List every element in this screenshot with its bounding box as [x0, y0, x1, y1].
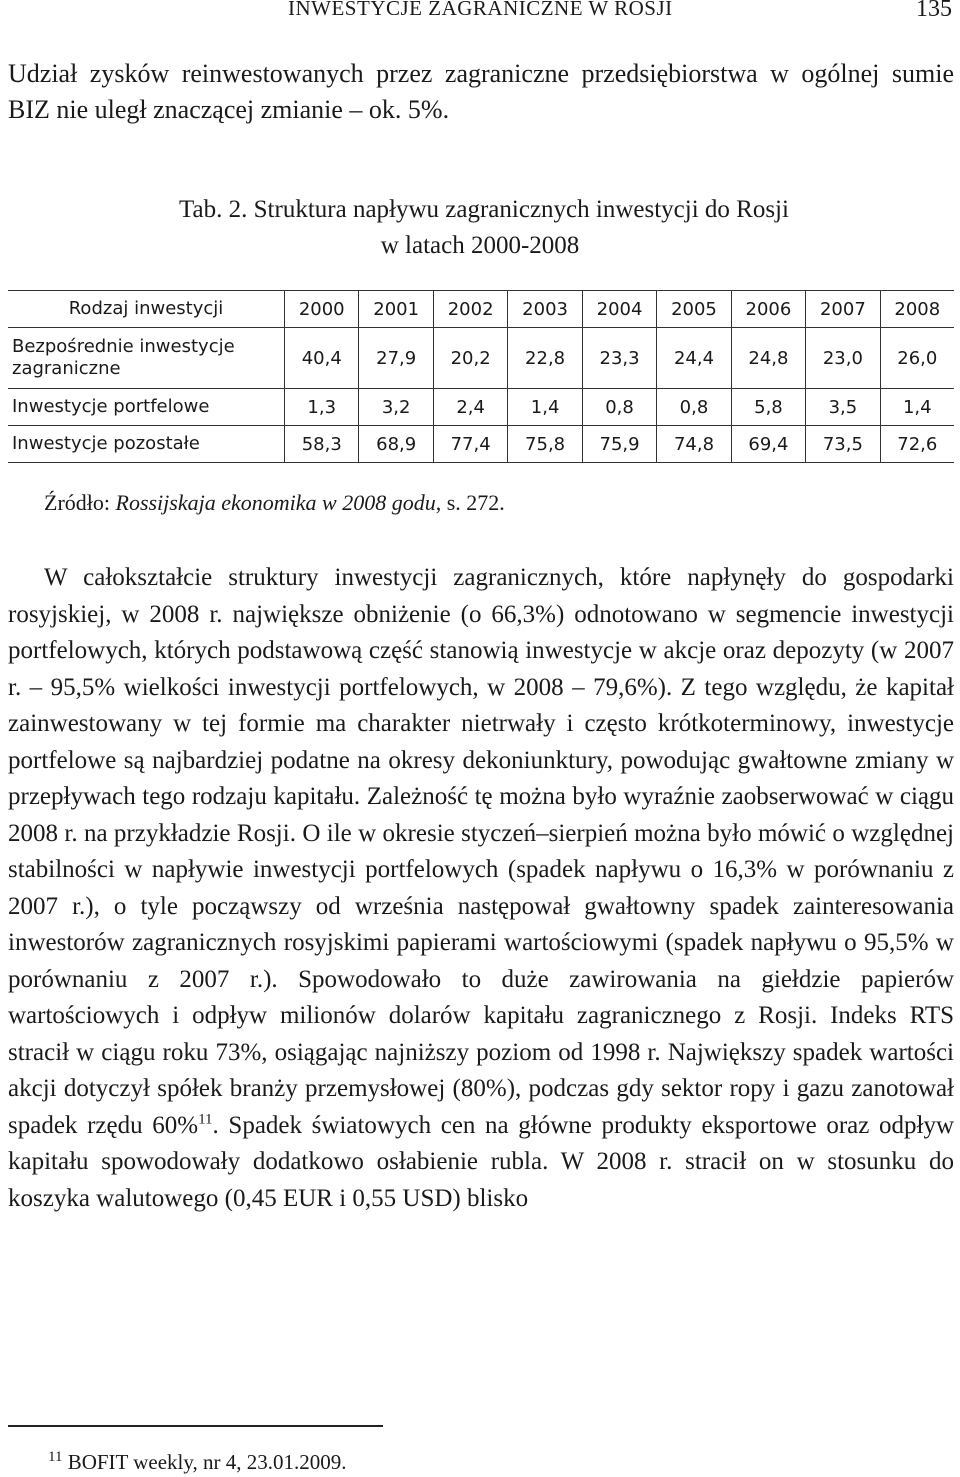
table-cell: 26,0	[880, 328, 954, 389]
header-year: 2000	[285, 291, 359, 328]
header-year: 2002	[433, 291, 507, 328]
source-suffix: , s. 272.	[435, 490, 505, 515]
table-header-row	[8, 291, 954, 328]
header-year: 2003	[508, 291, 582, 328]
table-cell: 0,8	[657, 389, 731, 426]
table-cell: 24,8	[731, 328, 805, 389]
running-header-title: INWESTYCJE ZAGRANICZNE W ROSJI	[288, 0, 673, 20]
investment-structure-table	[8, 290, 954, 463]
table-row	[8, 389, 954, 426]
row-label: Bezpośrednie inwestycje zagraniczne	[8, 328, 285, 389]
header-year: 2005	[657, 291, 731, 328]
running-header	[0, 0, 960, 30]
table-cell: 58,3	[285, 426, 359, 463]
table-cell: 1,3	[285, 389, 359, 426]
table-cell: 22,8	[508, 328, 582, 389]
table-caption	[0, 192, 960, 264]
table-cell: 75,9	[582, 426, 656, 463]
body-text-continuation: . Spadek światowych cen na główne produkty eksportowe oraz odpływ kapitału spowodowały dodatkowo osłabienie rubla. W 2008 r. stracił on w stosunku do koszyka walutowego (0,45 EUR i 0,55 USD) blisko	[8, 1111, 955, 1212]
table-cell: 40,4	[285, 328, 359, 389]
table-cell: 1,4	[880, 389, 954, 426]
header-year: 2007	[806, 291, 880, 328]
table-cell: 77,4	[433, 426, 507, 463]
body-text-main: W całokształcie struktury inwestycji zagranicznych, które napłynęły do gospodarki rosyjskiej, w 2008 r. największe obniżenie (o 66,3%) odnotowano w segmencie inwestycji portfelowych, których podstawową część stanowią inwestycje w akcje oraz depozyty (w 2007 r. – 95,5% wielkości inwestycji portfelowych, w 2008 – 79,6%). Z tego względu, że kapitał zainwestowany w tej formie ma charakter nietrwały i często krótkoterminowy, inwestycje portfelowe są najbardziej podatne na okresy dekoniunktury, powodując gwałtowne zmiany w przepływach tego rodzaju kapitału. Zależność tę można było wyraźnie zaobserwować w ciągu 2008 r. na przykładzie Rosji. O ile w okresie styczeń–sierpień można było mówić o względnej stabilności w napływie inwestycji portfelowych (spadek napływu o 16,3% w porównaniu z 2007 r.), o tyle począwszy od września następował gwałtowny spadek zainteresowania inwestorów zagranicznych rosyjskimi papierami wartościowymi (spadek napływu o 95,5% w porównaniu z 2007 r.). Spowodowało to duże zawirowania na giełdzie papierów wartościowych i odpływ milionów dolarów kapitału zagranicznego z Rosji. Indeks RTS stracił w ciągu roku 73%, osiągając najniższy poziom od 1998 r. Największy spadek wartości akcji dotyczył spółek branży przemysłowej (80%), podczas gdy sektor ropy i gazu zanotował spadek rzędu 60%	[8, 564, 954, 1139]
page-number: 135	[916, 0, 952, 22]
table-cell: 23,0	[806, 328, 880, 389]
table-cell: 5,8	[731, 389, 805, 426]
table-cell: 0,8	[582, 389, 656, 426]
footnote	[48, 1450, 347, 1475]
header-year: 2001	[359, 291, 433, 328]
table-cell: 74,8	[657, 426, 731, 463]
table-cell: 75,8	[508, 426, 582, 463]
header-year: 2006	[731, 291, 805, 328]
table-cell: 24,4	[657, 328, 731, 389]
header-investment-type: Rodzaj inwestycji	[8, 291, 285, 328]
footnote-text: BOFIT weekly, nr 4, 23.01.2009.	[67, 1450, 347, 1474]
body-paragraph	[8, 560, 954, 1217]
table-cell: 68,9	[359, 426, 433, 463]
header-year: 2004	[582, 291, 656, 328]
table-source	[44, 490, 505, 516]
table-cell: 69,4	[731, 426, 805, 463]
row-label: Inwestycje portfelowe	[8, 389, 285, 426]
table-cell: 20,2	[433, 328, 507, 389]
footnote-divider	[8, 1425, 383, 1427]
table-cell: 27,9	[359, 328, 433, 389]
table-cell: 23,3	[582, 328, 656, 389]
table-cell: 2,4	[433, 389, 507, 426]
table-row	[8, 328, 954, 389]
table-cell: 3,2	[359, 389, 433, 426]
source-prefix: Źródło:	[44, 490, 116, 515]
table-caption-line-1: Tab. 2. Struktura napływu zagranicznych inwestycji do Rosji	[179, 196, 789, 223]
table-caption-line-2: w latach 2000-2008	[380, 232, 580, 259]
table-cell: 3,5	[806, 389, 880, 426]
source-title: Rossijskaja ekonomika w 2008 godu	[115, 490, 436, 515]
table-cell: 72,6	[880, 426, 954, 463]
table-row	[8, 426, 954, 463]
intro-paragraph: Udział zysków reinwestowanych przez zagraniczne przedsiębiorstwa w ogólnej sumie BIZ nie uległ znaczącej zmianie – ok. 5%.	[8, 59, 954, 124]
footnote-number: 11	[48, 1449, 63, 1465]
table-cell: 73,5	[806, 426, 880, 463]
footnote-reference: 11	[198, 1111, 213, 1128]
row-label: Inwestycje pozostałe	[8, 426, 285, 463]
header-year: 2008	[880, 291, 954, 328]
table-cell: 1,4	[508, 389, 582, 426]
